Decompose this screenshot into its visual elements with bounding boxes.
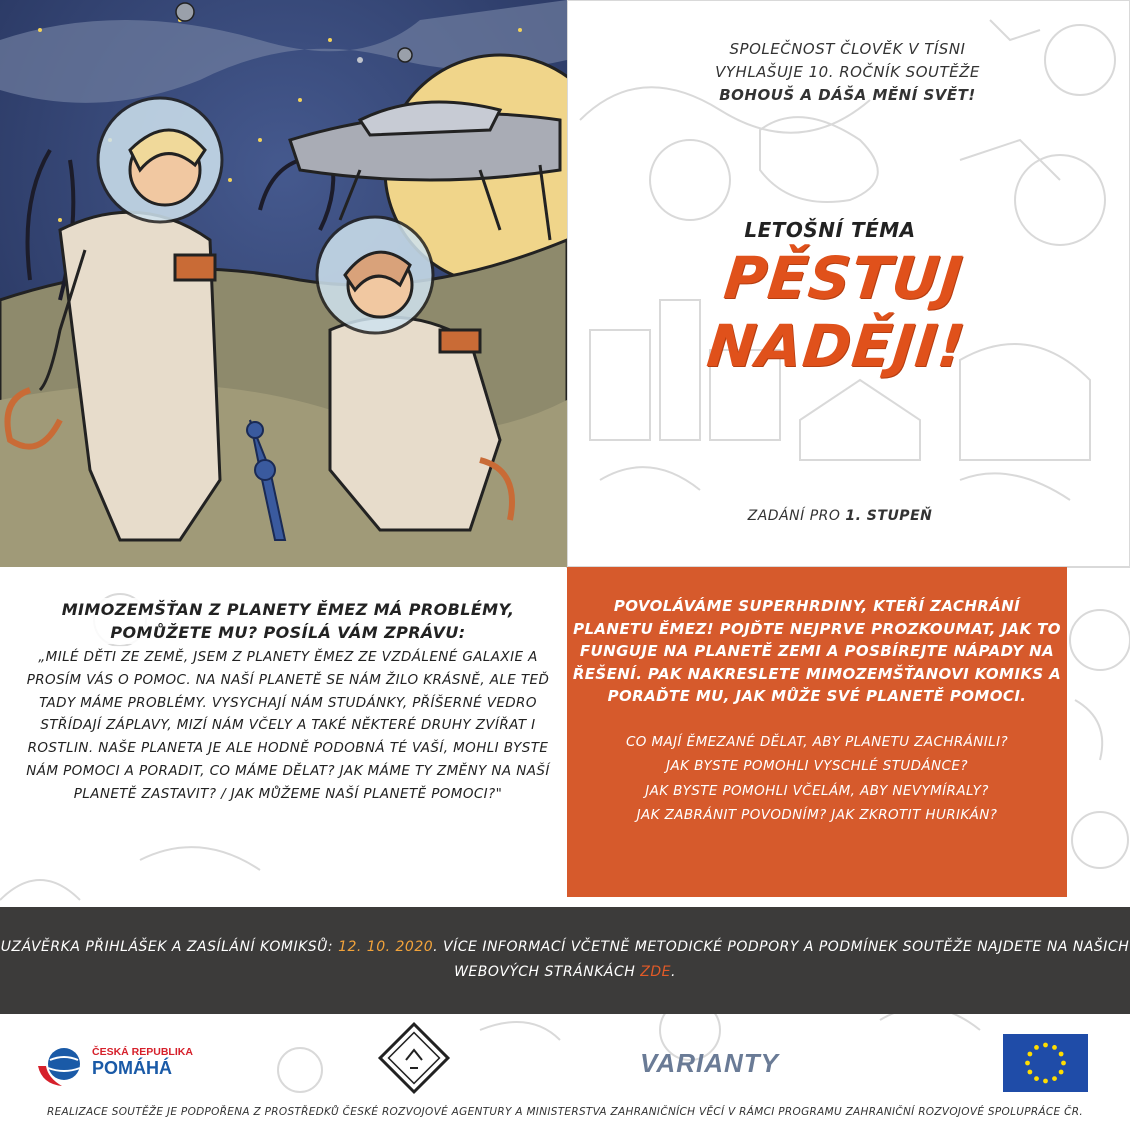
intro-line-2: VYHLAŠUJE 10. ROČNÍK SOUTĚŽE [715, 63, 980, 81]
cr-logo-top: ČESKÁ REPUBLIKA [92, 1046, 193, 1058]
question-item: JAK BYSTE POMOHLI VYSCHLÉ STUDÁNCE? [666, 758, 968, 775]
question-item: CO MAJÍ ĚMEZANÉ DĚLAT, ABY PLANETU ZACHRÁNILI? [625, 733, 1009, 750]
level-prefix: ZADÁNÍ PRO [747, 508, 841, 524]
question-item: JAK ZABRÁNIT POVODNÍM? JAK ZKROTIT HURIKÁN? [636, 807, 998, 824]
call-text: POVOLÁVÁME SUPERHRDINY, KTEŘÍ ZACHRÁNÍ PLANETU ĚMEZ! POJĎTE NEJPRVE PROZKOUMAT, JAK TO FUNGUJE NA PLANETĚ ZEMI A POSBÍREJTE NÁPADY NA ŘEŠENÍ. PAK NAKRESLETE MIMOZEMŠŤANOVI KOMIKS A PORAĎTE MU, JAK MŮŽE SVÉ PLANETĚ POMOCI. [572, 597, 1062, 706]
deadline-band [0, 907, 1130, 1014]
level-value: 1. STUPEŇ [845, 508, 933, 524]
message-body: „MILÉ DĚTI ZE ZEMĚ, JSEM Z PLANETY ĚMEZ ZE VZDÁLENÉ GALAXIE A PROSÍM VÁS O POMOC. NA NAŠÍ PLANETĚ SE NÁM ŽILO KRÁSNĚ, ALE TEĎ TADY MÁME PROBLÉMY. VYSYCHAJÍ NÁM STUDÁNKY, PŘÍŠERNÉ VEDRO STŘÍDAJÍ ZÁPLAVY, MIZÍ NÁM VČELY A TAKÉ NĚKTERÉ DRUHY ZVÍŘAT I ROSTLIN. NAŠE PLANETA JE ALE HODNĚ PODOBNÁ TÉ VAŠÍ, MOHLI BYSTE NÁM POMOCI A PORADIT, CO MÁME DĚLAT? JAK MÁME TY ZMĚNY NA NAŠÍ PLANETĚ ZASTAVIT? / JAK MŮŽEME NAŠÍ PLANETĚ POMOCI?" [18, 646, 558, 806]
deadline-info: . VÍCE INFORMACÍ VČETNĚ METODICKÉ PODPORY A PODMÍNEK SOUTĚŽE NAJDETE NA NAŠICH WEBOVÝCH STRÁNKÁCH [433, 939, 1130, 980]
call-panel [567, 567, 1067, 897]
level-info [690, 508, 990, 524]
intro-line-3: BOHOUŠ A DÁŠA MĚNÍ SVĚT! [719, 86, 976, 104]
clovek-v-tisni-logo [376, 1020, 452, 1096]
globe-hands-icon [36, 1044, 86, 1090]
deadline-prefix: UZÁVĚRKA PŘIHLÁŠEK A ZASÍLÁNÍ KOMIKSŮ: [0, 939, 334, 955]
alien-message [18, 598, 558, 806]
czech-republic-helps-logo [36, 1040, 206, 1095]
deadline-date: 12. 10. 2020 [338, 939, 434, 955]
comic-illustration [0, 0, 567, 567]
footer-note: REALIZACE SOUTĚŽE JE PODPOŘENA Z PROSTŘEDKŮ ČESKÉ ROZVOJOVÉ AGENTURY A MINISTERSTVA ZAHRANIČNÍCH VĚCÍ V RÁMCI PROGRAMU ZAHRANIČNÍ ROZVOJOVÉ SPOLUPRÁCE ČR. [47, 1106, 1083, 1118]
intro-text [620, 38, 1075, 107]
question-item: JAK BYSTE POMOHLI VČELÁM, ABY NEVYMÍRALY? [645, 782, 989, 799]
theme-label: LETOŠNÍ TÉMA [744, 218, 916, 242]
theme-title: PĚSTUJ NADĚJI! [703, 244, 969, 380]
question-list [567, 730, 1067, 828]
eu-flag-icon [1003, 1034, 1088, 1092]
message-title: MIMOZEMŠŤAN Z PLANETY ĚMEZ MÁ PROBLÉMY, POMŮŽETE MU? POSÍLÁ VÁM ZPRÁVU: [18, 598, 558, 644]
info-link[interactable]: ZDE [640, 964, 671, 980]
varianty-logo: VARIANTY [640, 1048, 779, 1078]
intro-line-1: SPOLEČNOST ČLOVĚK V TÍSNI [729, 40, 966, 58]
cr-logo-main: POMÁHÁ [92, 1058, 172, 1078]
deadline-suffix: . [670, 964, 676, 980]
